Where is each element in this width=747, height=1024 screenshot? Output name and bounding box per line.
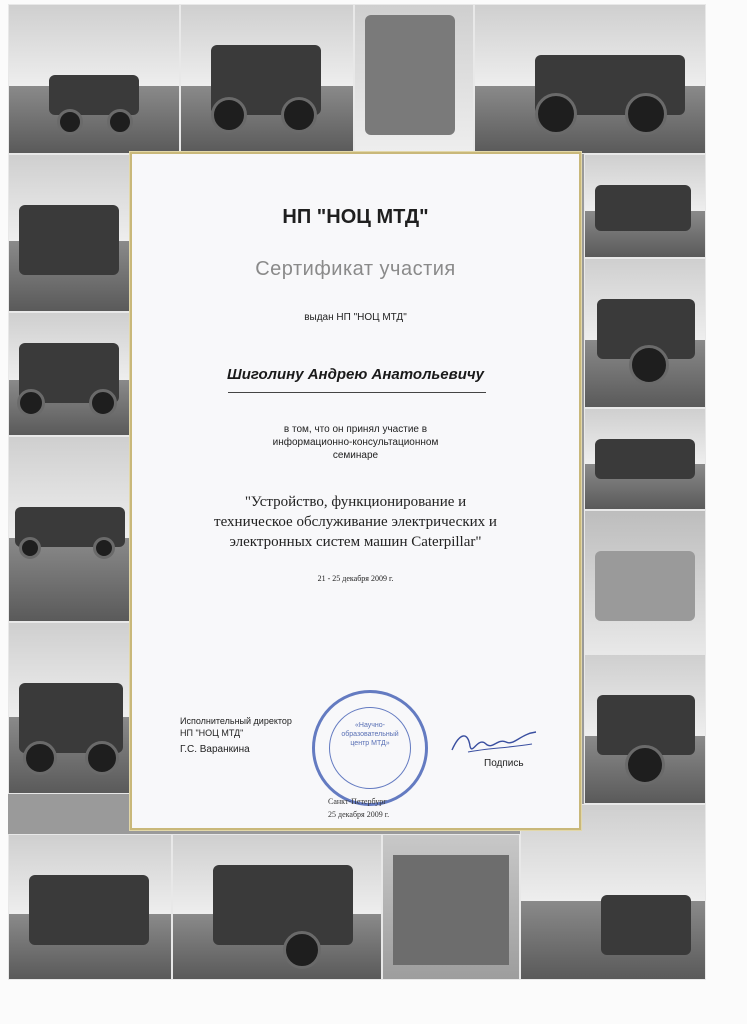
issued-by: выдан НП "НОЦ МТД" [304,312,407,323]
signatory-role-line-2: НП "НОЦ МТД" [180,728,244,738]
backhoe-loader-photo [172,834,382,980]
issue-city: Санкт-Петербург [328,797,387,806]
handwritten-signature [448,726,540,760]
seminar-dates: 21 - 25 декабря 2009 г. [317,574,394,583]
excavator-photo [8,4,180,154]
seminar-title-line-1: "Устройство, функционирование и [244,494,467,510]
seminar-title-line-3: электронных систем машин Caterpillar" [229,534,482,550]
dozer-photo [8,834,172,980]
stamp-text: «Научно-образовательный центр МТД» [341,722,399,747]
loader-photo [8,312,130,436]
certificate-panel [130,152,581,830]
worker-photo [354,4,474,154]
seminar-title-line-2: техническое обслуживание электрических и [214,514,497,530]
wheel-loader-photo [474,4,706,154]
recipient-underline [228,392,486,393]
pipelayer-photo [520,804,706,980]
motor-grader-photo [8,436,130,622]
roller-photo [584,654,706,804]
cold-planer-photo [584,408,706,510]
signatory-role-line-1: Исполнительный директор [180,716,292,726]
organization-stamp [312,690,428,806]
signature-label: Подпись [484,758,524,769]
body-line-1: в том, что он принял участие в [283,424,428,435]
mining-shovel-photo [8,154,130,312]
haul-truck-photo [8,622,130,794]
certificate-title: Сертификат участия [255,258,456,280]
skid-steer-photo [180,4,354,154]
body-line-2: информационно-консультационном [272,437,439,448]
organization-name: НП "НОЦ МТД" [282,206,429,228]
generator-set-photo [584,510,706,654]
recipient-name: Шиголину Андрею Анатольевичу [227,366,484,383]
industrial-plant-photo [382,834,520,980]
signatory-name: Г.С. Варанкина [180,744,250,755]
compactor-photo [584,258,706,408]
body-line-3: семинаре [332,450,379,461]
track-tractor-photo [584,154,706,258]
issue-date: 25 декабря 2009 г. [328,810,390,819]
